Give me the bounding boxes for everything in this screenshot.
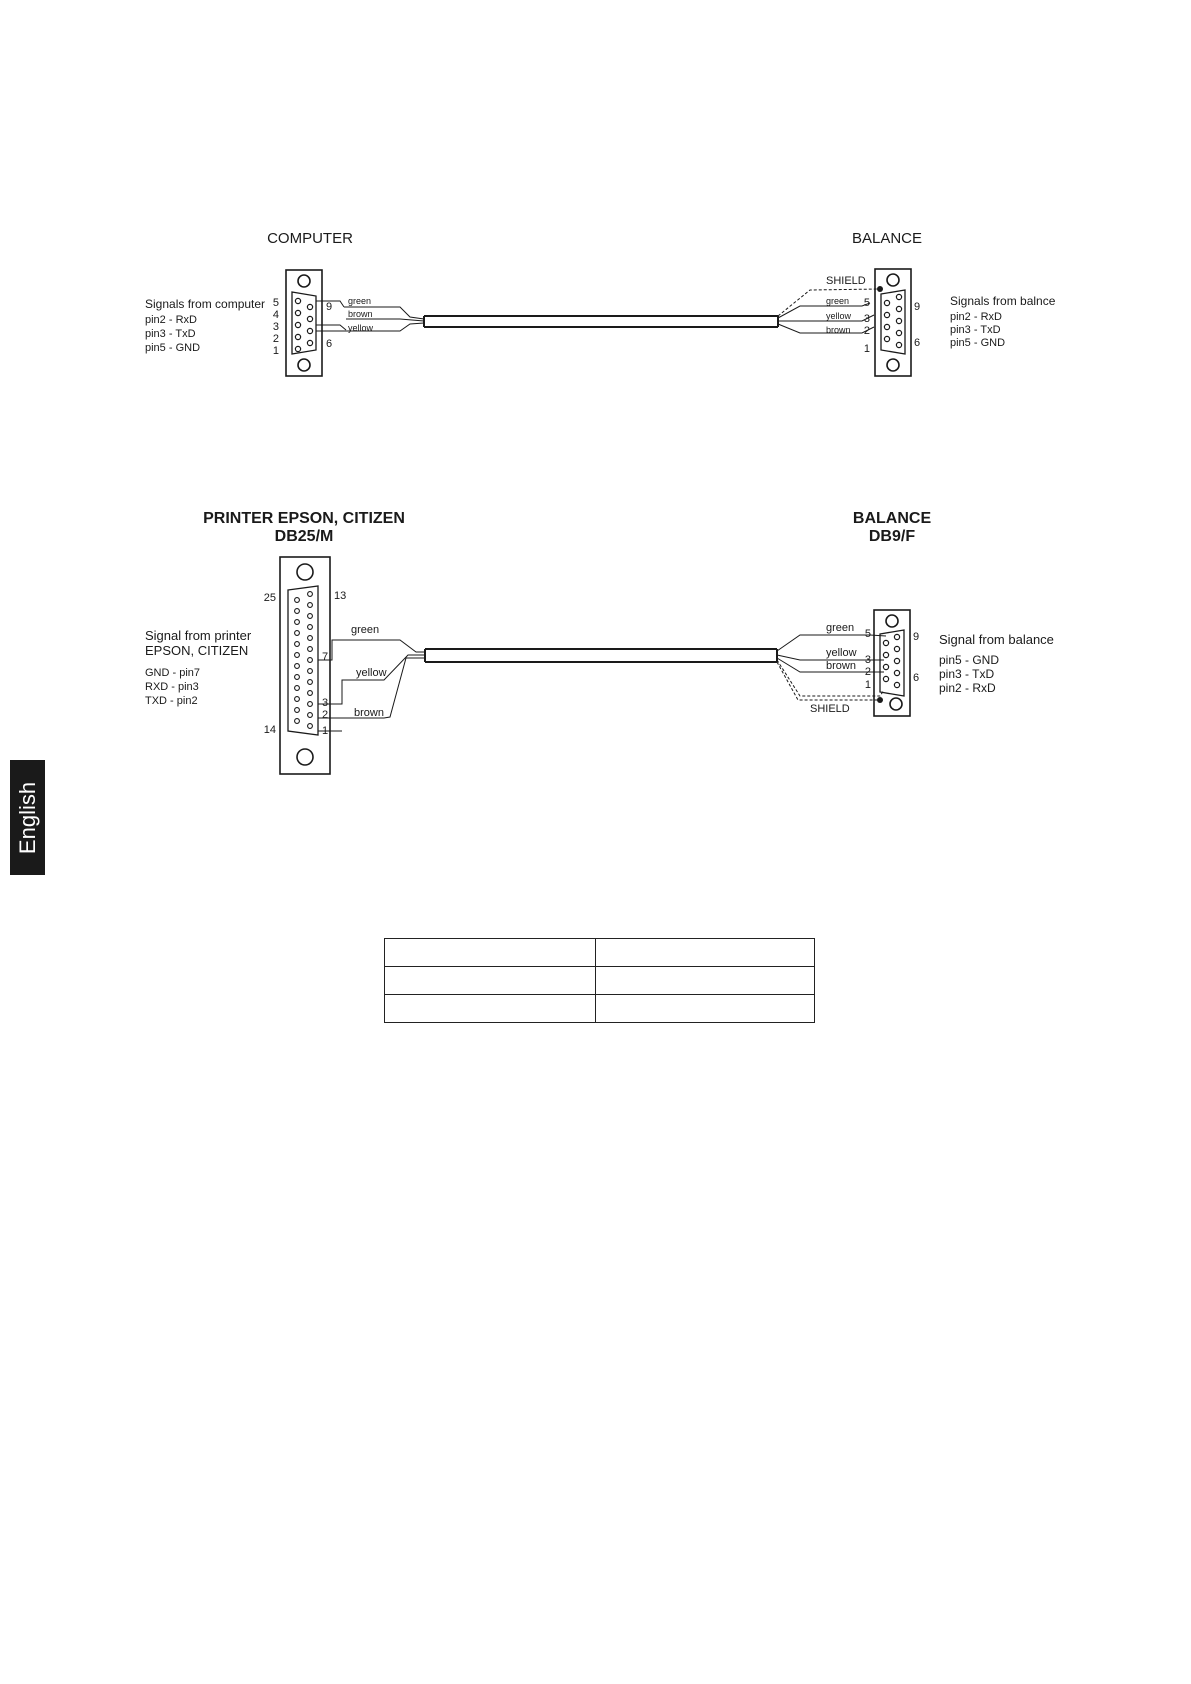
wire-label-green: green [348, 296, 372, 306]
balance-signal-caption: Signals from balnce [950, 294, 1056, 308]
pin-label: 7 [322, 651, 329, 663]
pin-label: 9 [914, 301, 921, 313]
balance-pin-txd: pin3 - TxD [950, 324, 1001, 336]
computer-pin-rxd: pin2 - RxD [145, 314, 197, 326]
table-cell [385, 939, 596, 967]
printer-title: PRINTER EPSON, CITIZEN [203, 510, 405, 527]
table-row [385, 995, 815, 1023]
wire-label-brown: brown [354, 707, 384, 719]
printer-db25-connector [280, 557, 330, 774]
balance-pin-rxd: pin2 - RxD [939, 681, 996, 695]
pin-label: 9 [326, 301, 333, 313]
pin-label: 1 [322, 725, 329, 737]
pin-label: 13 [334, 590, 347, 602]
table-cell [596, 995, 815, 1023]
language-tab [10, 760, 45, 875]
wire-label-green: green [826, 622, 855, 634]
pin-label: 2 [272, 333, 279, 345]
empty-table [384, 938, 815, 1023]
computer-signal-caption: Signals from computer [145, 297, 266, 311]
wire-label-yellow: yellow [826, 311, 852, 321]
pin-label: 5 [863, 297, 870, 309]
table-row [385, 967, 815, 995]
table-row [385, 939, 815, 967]
pin-label: 5 [272, 297, 279, 309]
wire-label-brown: brown [826, 325, 851, 335]
table-cell [385, 967, 596, 995]
pin-label: 2 [322, 709, 329, 721]
pin-label: 1 [863, 343, 870, 355]
pin-label: 25 [263, 592, 276, 604]
balance-title: BALANCE [852, 510, 932, 527]
wire-label-green: green [351, 624, 380, 636]
wire-label-yellow: yellow [348, 323, 374, 333]
wire-label-yellow: yellow [356, 667, 387, 679]
pin-label: 1 [864, 679, 871, 691]
pin-label: 3 [272, 321, 279, 333]
printer-pin-txd: TXD - pin2 [145, 695, 198, 707]
pin-label: 5 [864, 628, 871, 640]
balance-connector-type: DB9/F [868, 528, 916, 545]
pin-label: 2 [864, 666, 871, 678]
table-cell [385, 995, 596, 1023]
language-tab-label: English [14, 781, 40, 854]
pin-label: 3 [863, 313, 870, 325]
printer-pin-rxd: RXD - pin3 [145, 681, 199, 693]
balance-pin-rxd: pin2 - RxD [950, 311, 1002, 323]
printer-signal-caption-model: EPSON, CITIZEN [145, 643, 249, 658]
pin-label: 6 [913, 672, 920, 684]
balance-pin-gnd: pin5 - GND [950, 337, 1006, 349]
printer-balance-cable-diagram [0, 0, 1191, 800]
table-cell [596, 967, 815, 995]
printer-signal-caption: Signal from printer [145, 628, 252, 643]
wire-label-brown: brown [348, 309, 373, 319]
table-cell [596, 939, 815, 967]
computer-pin-txd: pin3 - TxD [145, 328, 196, 340]
balance-db9-connector [874, 610, 910, 716]
printer-pin-gnd: GND - pin7 [145, 667, 201, 679]
wire-label-green: green [826, 296, 850, 306]
balance-pin-txd: pin3 - TxD [939, 667, 995, 681]
pin-label: 4 [272, 309, 279, 321]
balance-pin-gnd: pin5 - GND [939, 653, 1000, 667]
pin-label: 6 [914, 337, 921, 349]
wire-label-brown: brown [826, 660, 856, 672]
pin-label: 14 [263, 724, 276, 736]
computer-pin-gnd: pin5 - GND [145, 342, 201, 354]
balance-signal-caption: Signal from balance [939, 632, 1054, 647]
shield-label: SHIELD [826, 275, 866, 287]
computer-title: COMPUTER [267, 230, 353, 247]
shield-label: SHIELD [810, 703, 850, 715]
pin-label: 3 [322, 697, 329, 709]
pin-label: 6 [326, 338, 333, 350]
pin-label: 3 [864, 654, 871, 666]
cable [425, 649, 777, 662]
wire-label-yellow: yellow [826, 647, 857, 659]
pin-label: 1 [272, 345, 279, 357]
pin-label: 9 [913, 631, 920, 643]
printer-connector-type: DB25/M [274, 528, 334, 545]
pin-label: 2 [863, 325, 870, 337]
balance-title: BALANCE [851, 230, 923, 247]
